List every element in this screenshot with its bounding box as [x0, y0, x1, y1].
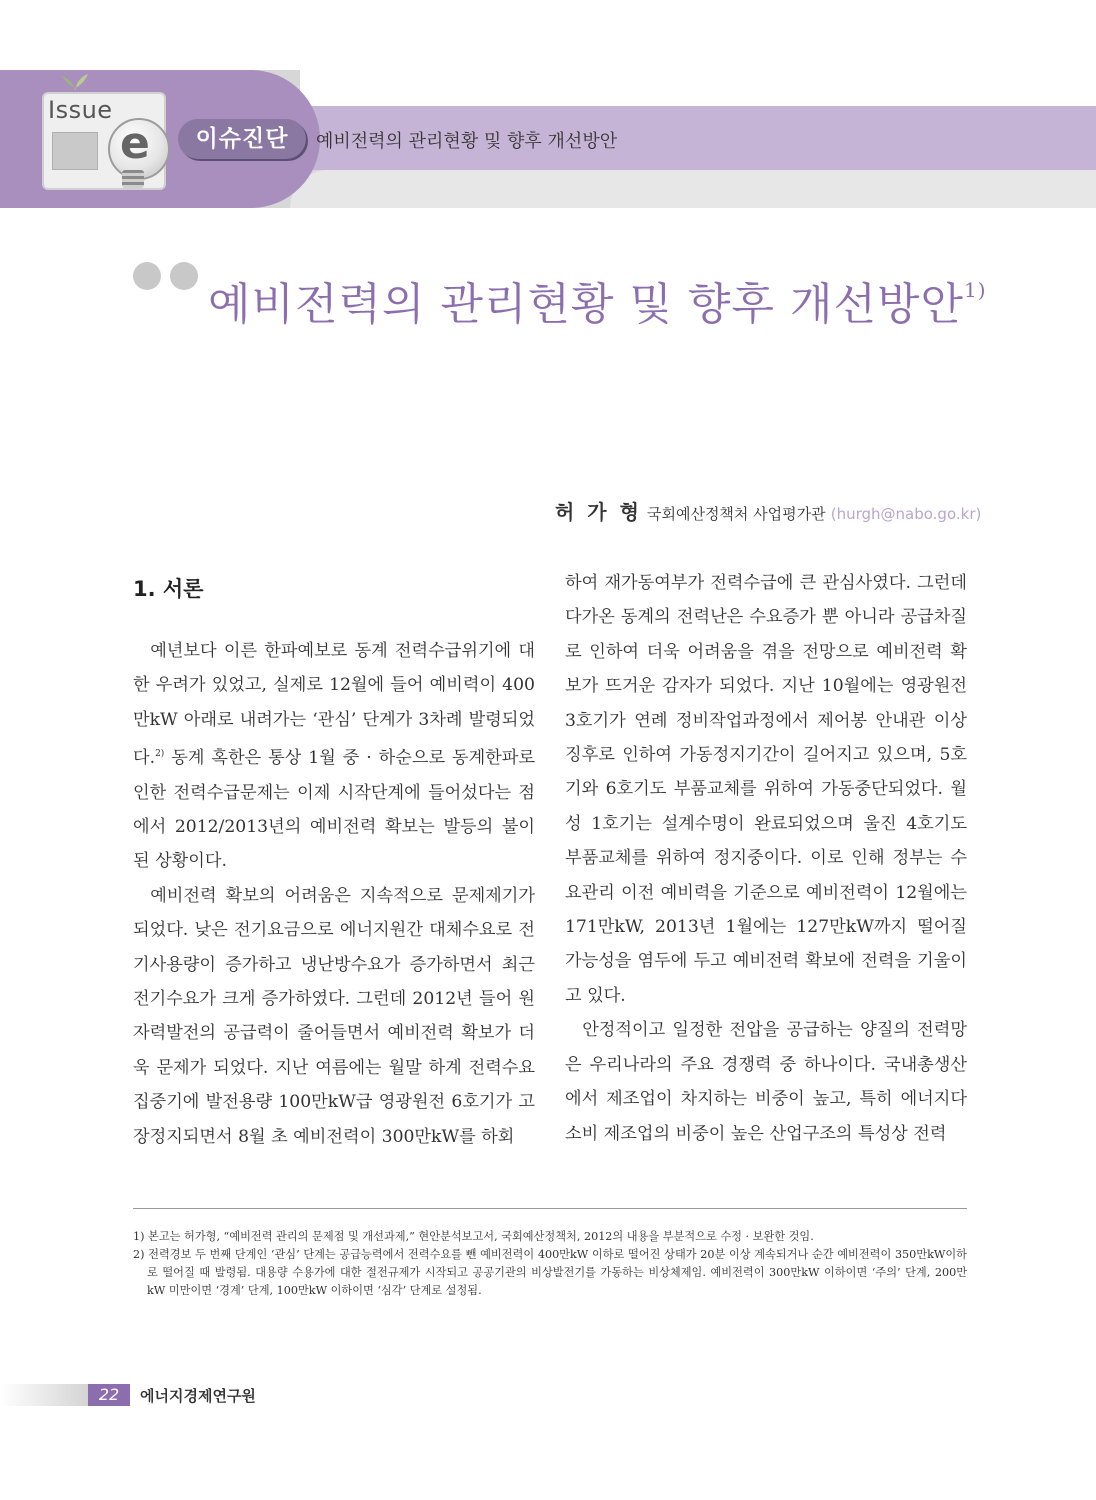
header-band-lower-strip — [290, 170, 1096, 208]
paragraph-text: 동계 혹한은 통상 1월 중 · 하순으로 동계한파로 인한 전력수급문제는 이제 시작단계에 들어섰다는 점에서 2012/2013년의 예비전력 확보는 발등의 불이 된 상황이다. — [133, 748, 535, 872]
header-band-top-strip — [300, 70, 1096, 106]
body-paragraph: 예비전력 확보의 어려움은 지속적으로 문제제기가 되었다. 낮은 전기요금으로 에너지원간 대체수요로 전기사용량이 증가하고 냉난방수요가 증가하면서 최근 전기수요가 크게 증가하였다. 그런데 2012년 들어 원자력발전의 공급력이 줄어들면서 예비전력 확보가 더욱 문제가 되었다. 지난 여름에는 월말 하계 전력수요 집중기에 발전용량 100만kW급 영광원전 6호기가 고장정지되면서 8월 초 예비전력이 300만kW를 하회 — [133, 885, 535, 1147]
title-footnote-mark: 1) — [964, 278, 987, 302]
body-paragraph: 하여 재가동여부가 전력수급에 큰 관심사였다. 그런데 다가온 동계의 전력난은 수요증가 뿐 아니라 공급차질로 인하여 더욱 어려움을 겪을 전망으로 예비전력 확보가 뜨거운 감자가 되었다. 지난 10월에는 영광원전 3호기가 연례 정비작업과정에서 제어봉 안내관 이상징후로 인하여 가동정지기간이 길어지고 있으며, 5호기와 6호기도 부품교체를 위하여 가동중단되었다. 월성 1호기는 설계수명이 완료되었으며 울진 4호기도 부품교체를 위하여 정지중이다. 이로 인해 정부는 수요관리 이전 예비력을 기준으로 예비전력이 12월에는 171만kW, 2013년 1월에는 127만kW까지 떨어질 가능성을 염두에 두고 예비전력 확보에 전력을 기울이고 있다. — [565, 573, 967, 1006]
lightbulb-e-letter: e — [120, 118, 150, 169]
body-column-left — [133, 634, 535, 1154]
sprout-icon — [60, 72, 90, 94]
author-email: (hurgh@nabo.go.kr) — [830, 505, 982, 523]
author-affiliation: 국회예산정책처 사업평가관 — [646, 505, 826, 523]
article-title — [208, 268, 987, 332]
title-bullet-dot-icon — [170, 262, 198, 290]
footer-gradient-bar — [0, 1384, 88, 1406]
issue-logo-picture — [52, 132, 98, 170]
section-heading: 1. 서론 — [133, 577, 204, 601]
article-title-text: 예비전력의 관리현황 및 향후 개선방안 — [208, 279, 965, 330]
lightbulb-base-icon — [122, 170, 144, 188]
publisher-name: 에너지경제연구원 — [140, 1387, 256, 1405]
footnote-divider — [133, 1208, 967, 1209]
section-label-pill: 이슈진단 — [178, 119, 306, 159]
body-paragraph — [133, 634, 535, 879]
author-name: 허 가 형 — [555, 500, 642, 524]
paragraph-text: 예년보다 이른 한파예보로 동계 전력수급위기에 대한 우려가 있었고, 실제로 12월에 들어 예비력이 400만kW 아래로 내려가는 ‘관심’ 단계가 3차례 발령되었다. — [133, 641, 535, 769]
body-column-right — [565, 566, 967, 1151]
footnote-item: 2) 전력경보 두 번째 단계인 ‘관심’ 단계는 공급능력에서 전력수요를 뺀 예비전력이 400만kW 이하로 떨어진 상태가 20분 이상 계속되거나 순간 예비전력이 350만kW이하로 떨어질 때 발령됨. 대용량 수용가에 대한 절전규제가 시작되고 공공기관의 비상발전기를 가동하는 비상체제임. 예비전력이 300만kW 이하이면 ‘주의’ 단계, 200만kW 미만이면 ‘경계’ 단계, 100만kW 이하이면 ‘심각’ 단계로 설정됨. — [133, 1248, 967, 1297]
header-subtitle: 예비전력의 관리현황 및 향후 개선방안 — [316, 131, 618, 152]
footnote-mark: 2) — [155, 749, 165, 760]
footnotes — [133, 1228, 967, 1300]
title-bullet-dot-icon — [133, 262, 161, 290]
footnote-item: 1) 본고는 허가형, “예비전력 관리의 문제점 및 개선과제,” 현안분석보고서, 국회예산정책처, 2012의 내용을 부분적으로 수정 · 보완한 것임. — [133, 1230, 814, 1243]
page-number: 22 — [88, 1384, 130, 1406]
issue-word-label: Issue — [48, 96, 113, 124]
body-paragraph: 안정적이고 일정한 전압을 공급하는 양질의 전력망은 우리나라의 주요 경쟁력 중 하나이다. 국내총생산에서 제조업이 차지하는 비중이 높고, 특히 에너지다소비 제조업의 비중이 높은 산업구조의 특성상 전력 — [565, 1020, 967, 1144]
author-line — [555, 496, 981, 525]
